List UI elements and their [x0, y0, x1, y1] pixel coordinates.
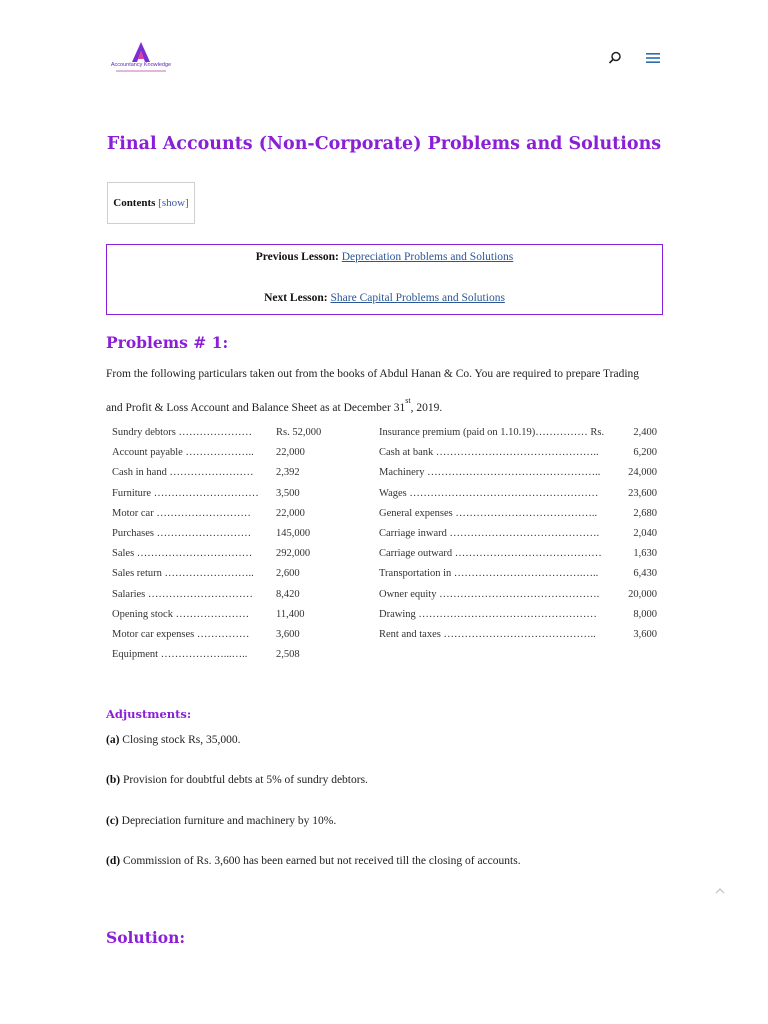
particular-label: Machinery ………………………………………….. [379, 467, 601, 479]
adjustment-key: (d) [106, 855, 121, 867]
page-title: Final Accounts (Non-Corporate) Problems and Solutions [106, 134, 662, 154]
adjustment-text: Closing stock Rs, 35,000. [119, 734, 241, 746]
adjustment-item [106, 815, 336, 827]
particular-label: Transportation in ……………………………….….. [379, 568, 599, 580]
particular-value: 20,000 [628, 588, 657, 600]
particular-row [379, 508, 657, 528]
site-header [0, 0, 768, 110]
particular-row [112, 629, 330, 649]
problem-intro [106, 360, 666, 423]
particular-label: Drawing …………………………………………… [379, 608, 597, 620]
particular-label: Purchases ……………………… [112, 527, 252, 539]
particular-label: Opening stock ………………… [112, 608, 250, 620]
particular-value: 23,600 [628, 487, 657, 499]
particular-row [379, 528, 657, 548]
particular-value: 3,600 [633, 628, 657, 640]
particular-label: Cash at bank ……………………………………….. [379, 447, 599, 459]
adjustment-item [106, 855, 521, 867]
particular-label: General expenses ………………………………….. [379, 507, 598, 519]
particular-value: 3,500 [276, 487, 300, 499]
contents-label: Contents [113, 197, 156, 209]
particular-label: Motor car ……………………… [112, 507, 251, 519]
particular-value: Rs. 52,000 [276, 427, 322, 438]
particular-value: 6,200 [633, 447, 657, 459]
adjustment-key: (b) [106, 774, 121, 786]
particular-value: 8,420 [276, 588, 300, 600]
next-lesson-label: Next Lesson: [264, 292, 328, 304]
adjustment-item [106, 734, 241, 746]
logo-text: Accountancy Knowledge [110, 62, 172, 68]
adjustment-text: Depreciation furniture and machinery by 10%. [118, 815, 337, 827]
particular-label: Owner equity ………………………………………. [379, 588, 600, 600]
solution-heading: Solution: [106, 928, 186, 947]
particular-label: Furniture ………………………… [112, 487, 259, 499]
particular-row [379, 427, 657, 447]
particular-row [379, 609, 657, 629]
particular-value: 145,000 [276, 527, 311, 539]
particulars-right-column [379, 427, 657, 649]
previous-lesson-row [107, 251, 662, 263]
particular-label: Account payable ……………….. [112, 447, 254, 459]
site-logo[interactable] [106, 42, 176, 78]
lesson-navigation-box [106, 244, 663, 315]
particular-label: Rent and taxes …………………………………….. [379, 628, 596, 640]
particular-label: Carriage outward …………………………………… [379, 548, 602, 560]
particular-row [112, 568, 330, 588]
adjustment-item [106, 774, 368, 786]
particular-label: Salaries ………………………… [112, 588, 253, 600]
particulars-left-column [112, 427, 330, 669]
particular-row [112, 548, 330, 568]
particular-label: Wages ……………………………………………… [379, 487, 599, 499]
particular-row [112, 589, 330, 609]
particular-value: 8,000 [633, 608, 657, 620]
particular-row [379, 447, 657, 467]
particular-value: 2,508 [276, 649, 300, 661]
intro-superscript: st [405, 396, 411, 405]
particular-row [379, 467, 657, 487]
intro-line-1: From the following particulars taken out from the books of Abdul Hanan & Co. You are required to prepare Trading [106, 368, 640, 380]
particular-row [112, 488, 330, 508]
particular-row [112, 508, 330, 528]
particular-label: Sales return …………………….. [112, 568, 254, 580]
hamburger-menu-icon[interactable] [645, 51, 661, 65]
particular-value: 22,000 [276, 447, 305, 459]
particular-label: Carriage inward ……………………………………. [379, 527, 600, 539]
adjustment-key: (c) [106, 815, 119, 827]
particular-row [379, 589, 657, 609]
particular-label: Sales …………………………… [112, 548, 253, 560]
logo-mark-icon [132, 42, 150, 62]
particular-row [112, 447, 330, 467]
table-of-contents [107, 182, 195, 224]
particular-value: 2,400 [633, 427, 657, 438]
particular-label: Insurance premium (paid on 1.10.19)…………… Rs. [379, 427, 605, 438]
particular-row [112, 528, 330, 548]
particular-row [112, 609, 330, 629]
intro-line-2 [106, 389, 666, 423]
particular-value: 2,600 [276, 568, 300, 580]
logo-tagline-bar [116, 70, 166, 72]
particular-value: 6,430 [633, 568, 657, 580]
intro-line-2-start: and Profit & Loss Account and Balance Sheet as at December 31 [106, 401, 406, 414]
adjustment-key: (a) [106, 734, 120, 746]
adjustment-text: Commission of Rs. 3,600 has been earned but not received till the closing of accounts. [120, 855, 521, 867]
adjustments-heading: Adjustments: [106, 707, 192, 721]
particular-value: 2,392 [276, 467, 300, 479]
adjustment-text: Provision for doubtful debts at 5% of sundry debtors. [120, 774, 368, 786]
particular-value: 22,000 [276, 507, 305, 519]
particular-row [112, 427, 330, 447]
particular-value: 11,400 [276, 608, 305, 620]
next-lesson-link[interactable]: Share Capital Problems and Solutions [330, 292, 505, 304]
particular-row [112, 467, 330, 487]
particular-row [379, 488, 657, 508]
particular-row [379, 548, 657, 568]
particular-label: Equipment ………………...….. [112, 649, 248, 661]
intro-line-2-end: , 2019. [410, 401, 443, 414]
particular-value: 24,000 [628, 467, 657, 479]
particular-label: Motor car expenses …………… [112, 628, 250, 640]
particular-label: Cash in hand …………………… [112, 467, 254, 479]
particular-value: 2,040 [633, 527, 657, 539]
particular-row [379, 568, 657, 588]
particular-value: 3,600 [276, 628, 300, 640]
particular-value: 1,630 [633, 548, 657, 560]
particular-value: 2,680 [633, 507, 657, 519]
previous-lesson-label: Previous Lesson: [255, 251, 339, 263]
particular-row [379, 629, 657, 649]
previous-lesson-link[interactable]: Depreciation Problems and Solutions [341, 251, 514, 263]
particular-value: 292,000 [276, 548, 311, 560]
scroll-to-top-icon[interactable] [713, 886, 727, 896]
search-icon[interactable] [607, 50, 623, 66]
contents-show-toggle[interactable]: [show] [158, 197, 189, 209]
next-lesson-row [107, 292, 662, 304]
problem-heading: Problems # 1: [106, 333, 229, 352]
particular-row [112, 649, 330, 669]
particular-label: Sundry debtors ………………… [112, 427, 252, 438]
